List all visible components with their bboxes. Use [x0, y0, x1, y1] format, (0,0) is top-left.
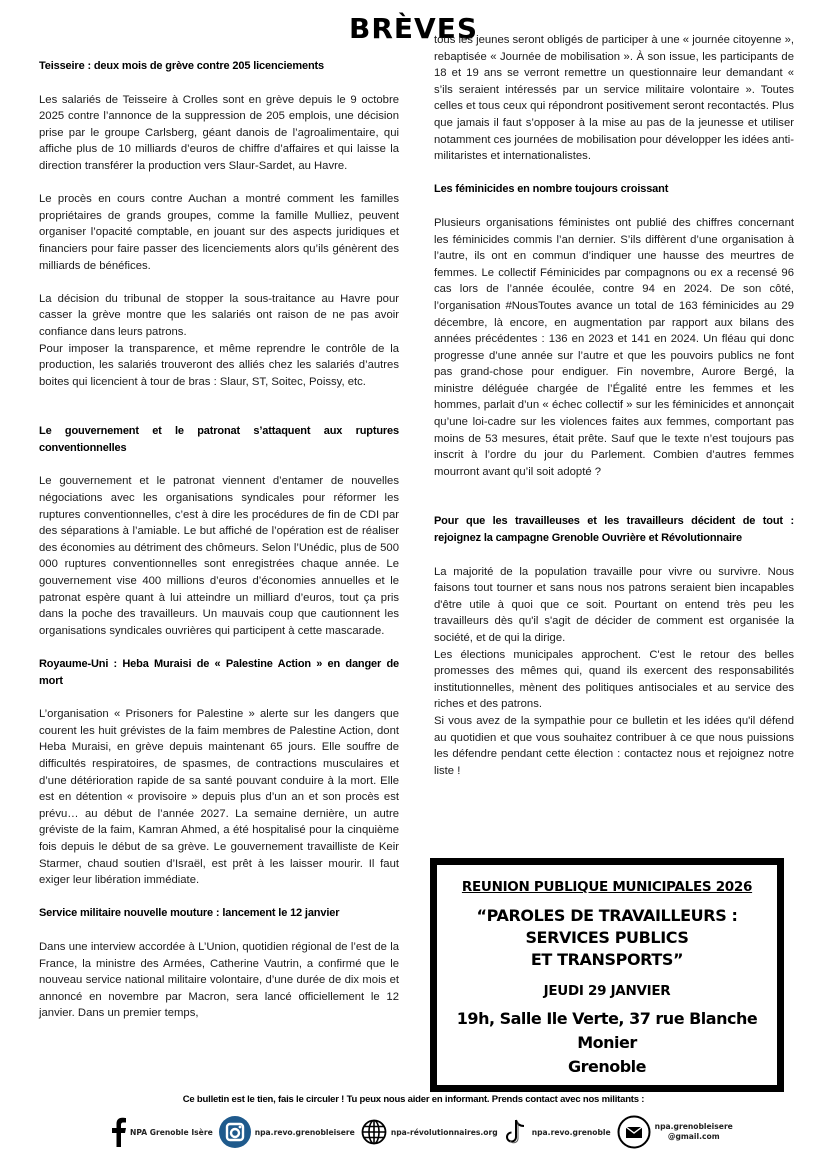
- event-slogan-line: SERVICES PUBLICS: [525, 928, 689, 947]
- article-campagne: [434, 513, 794, 779]
- event-announcement-box: [430, 858, 784, 1092]
- contact-label: npa.revo.grenobleisere: [254, 1127, 355, 1137]
- article-service-militaire: [39, 905, 399, 1022]
- footer-tagline: Ce bulletin est le tien, fais le circuler ! Tu peux nous aider en informant. Prends contact avec nos militants :: [182, 1094, 645, 1105]
- article-palestine-action: [39, 656, 399, 889]
- event-slogan: [437, 905, 777, 971]
- article-paragraph: Plusieurs organisations féministes ont publié des chiffres concernant les féminicides commis l’an dernier. S’ils diffèrent d’une organisation à l’autre, ils ont en commun d’indiquer une hausse des meurtres de femmes. Le collectif Féminicides par compagnons ou ex a recensé 96 cas lors de l’année écoulée, contre 94 en 2024. De son côté, l’organisation #NousToutes avance un total de 163 féminicides au 29 décembre, là encore, en augmentation par rapport aux bilans des années précédentes : 136 en 2023 et 141 en 2024. Un fléau qui donc progresse d’une année sur l’autre et que les pouvoirs publics ne font pas grand-chose pour endiguer. Fin novembre, Aurore Bergé, la ministre déléguée chargée de l’Égalité entre les femmes et les hommes, parlait d’un « échec collectif » sur les féminicides et annonçait qu’une loi-cadre sur les violences faites aux femmes, comportant pas moins de 53 mesures, était prête. Sauf que le texte n’est toujours pas inscrit à l’ordre du jour du Parlement. Combien d’autres femmes mourront avant qu’il soit adopté ?: [434, 216, 794, 478]
- tiktok-icon: [504, 1118, 528, 1146]
- contact-label: npa.grenobleisere: [654, 1122, 733, 1131]
- article-paragraph: Les salariés de Teisseire à Crolles sont en grève depuis le 9 octobre 2025 contre l’annonce de la suppression de 205 emplois, une décision prise par le groupe Carlsberg, géant danois de l’agroalimentaire, qui affiche plus de 10 milliards d’euros de chiffre d’affaires et qui laisse la direction transférer la production vers Slaur-Sardet, au Havre.: [39, 93, 399, 172]
- event-slogan-line: ET TRANSPORTS”: [530, 950, 684, 969]
- article-paragraph: Si vous avez de la sympathie pour ce bulletin et les idées qu'il défend au quotidien et que vous souhaitez contribuer à ce que nous puissions les défendre pendant cette élection : contactez nous et rejoignez notre liste !: [434, 714, 794, 777]
- contact-label: NPA Grenoble Isère: [130, 1127, 213, 1137]
- article-paragraph: Le gouvernement et le patronat viennent d’entamer de nouvelles négociations avec les organisations syndicales pour réformer les ruptures conventionnelles, c’est à dire les procédures de fin de CDI par des séparations à l’amiable. Le but affiché de l’opération est de réaliser des économies au détriment des chômeurs. Selon l’Unédic, plus de 500 000 ruptures conventionnelles sont enregistrées chaque année. Le gouvernement vise 400 millions d’euros d’économies annuelles et le patronat espère quant à lui atteindre un milliard d’euros, tout ça pris dans la poche des travailleurs. Un mauvais coup que cautionnent les organisations syndicales ouvrières qui participent à cette mascarade.: [39, 475, 399, 637]
- contact-email[interactable]: [617, 1115, 733, 1149]
- mail-icon: [617, 1115, 651, 1149]
- globe-icon: [361, 1119, 387, 1145]
- article-ruptures: [39, 423, 399, 639]
- article-heading: Teisseire : deux mois de grève contre 205 licenciements: [39, 60, 325, 72]
- event-date: JEUDI 29 JANVIER: [543, 983, 671, 999]
- contact-website[interactable]: [361, 1119, 498, 1145]
- facebook-icon: [112, 1117, 126, 1147]
- event-place-line: 19h, Salle Ile Verte, 37 rue Blanche Monier: [456, 1009, 758, 1052]
- article-heading: Pour que les travailleuses et les travailleurs décident de tout : rejoignez la campagne Grenoble Ouvrière et Révolutionnaire: [434, 515, 794, 545]
- article-paragraph: Le procès en cours contre Auchan a montré comment les familles propriétaires de grands groupes, comme la famille Mulliez, peuvent organiser l’opacité comptable, en jouant sur des aspects juridiques et financiers pour faire passer des licenciements alors qu’ils génèrent des milliards de bénéfices.: [39, 193, 399, 272]
- contact-facebook[interactable]: [112, 1117, 213, 1147]
- event-subtitle: REUNION PUBLIQUE MUNICIPALES 2026: [461, 879, 753, 895]
- event-place-line: Grenoble: [567, 1057, 647, 1076]
- contact-label: npa-révolutionnaires.org: [390, 1127, 498, 1137]
- social-contacts: [112, 1115, 733, 1149]
- article-paragraph: Les élections municipales approchent. C'est le retour des belles promesses des mêmes qui, quand ils exercent des responsabilités institutionnelles, mènent des politiques antisociales et au service des riches et des patrons.: [434, 648, 794, 711]
- contact-label: @gmail.com: [667, 1132, 720, 1141]
- right-column: [434, 32, 794, 779]
- article-paragraph: L’organisation « Prisoners for Palestine » alerte sur les dangers que courent les huit grévistes de la faim membres de Palestine Action, dont Heba Muraisi, en grève depuis maintenant 65 jours. Elle souffre de difficultés respiratoires, de spasmes, de contractions musculaires et d’une détérioration rapide de sa santé pouvant conduire à la mort. Elle est en détention « provisoire » depuis plus d’un an et son procès est prévu… au début de l’année 2027. La semaine dernière, un autre gréviste de la faim, Kamran Ahmed, a été hospitalisé pour la cinquième fois depuis le début de sa grève. Le gouvernement travailliste de Keir Starmer, chaud soutien d’Israël, est prêt à les laisser mourir. Il faut exiger leur libération immédiate.: [39, 708, 399, 887]
- article-paragraph: La majorité de la population travaille pour vivre ou survivre. Nous faisons tout tourner et sans nous nos patrons seraient bien incapables d'être utile à quoi que ce soit. Pourtant on entend très peu les travailleurs dès qu'il s'agit de décider de comment est organisée la société, et de qui la dirige.: [434, 565, 794, 644]
- article-feminicides: [434, 181, 794, 480]
- article-paragraph: Dans une interview accordée à L’Union, quotidien régional de l’est de la France, la ministre des Armées, Catherine Vautrin, a confirmé que le nouveau service national militaire volontaire, d’une durée de dix mois et annoncé en novembre par Macron, sera lancé officiellement le 12 janvier. Dans un premier temps,: [39, 940, 399, 1020]
- event-place: [437, 1007, 777, 1079]
- article-heading: Les féminicides en nombre toujours croissant: [434, 183, 669, 196]
- article-paragraph: Pour imposer la transparence, et même reprendre le contrôle de la production, les salariés trouveront des alliés chez les salariés d’autres boites qui licencient à tour de bras : Slaur, ST, Soitec, Poissy, etc.: [39, 342, 399, 388]
- contact-email-label: [655, 1122, 733, 1142]
- contact-label: npa.revo.grenoble: [531, 1127, 611, 1137]
- article-heading: Le gouvernement et le patronat s’attaquent aux ruptures conventionnelles: [39, 425, 399, 454]
- contact-tiktok[interactable]: [504, 1118, 611, 1146]
- article-paragraph: La décision du tribunal de stopper la sous-traitance au Havre pour casser la grève montre que les salariés ont raison de ne pas avoir confiance dans leurs patrons.: [39, 292, 399, 338]
- instagram-icon: [219, 1116, 251, 1148]
- article-continuation: tous les jeunes seront obligés de participer à une « journée citoyenne », rebaptisée « Journée de mobilisation ». À son issue, les participants de 18 et 19 ans se verront remettre un questionnaire leur demandant « s’ils seraient intéressés par un service militaire volontaire ». Toutes celles et tous ceux qui répondront positivement seront recontactés. Plus que jamais il faut s’opposer à la mise au pas de la jeunesse et utiliser notamment ces journées de mobilisation pour développer les idées anti-militaristes et internationalistes.: [434, 34, 794, 163]
- left-column: [39, 58, 399, 1022]
- article-heading: Royaume-Uni : Heba Muraisi de « Palestine Action » en danger de mort: [39, 658, 399, 687]
- page-title: BRÈVES: [349, 12, 478, 45]
- contact-instagram[interactable]: [219, 1116, 355, 1148]
- event-slogan-line: “PAROLES DE TRAVAILLEURS :: [476, 906, 738, 925]
- article-heading: Service militaire nouvelle mouture : lancement le 12 janvier: [39, 907, 340, 920]
- article-teisseire: [39, 58, 399, 390]
